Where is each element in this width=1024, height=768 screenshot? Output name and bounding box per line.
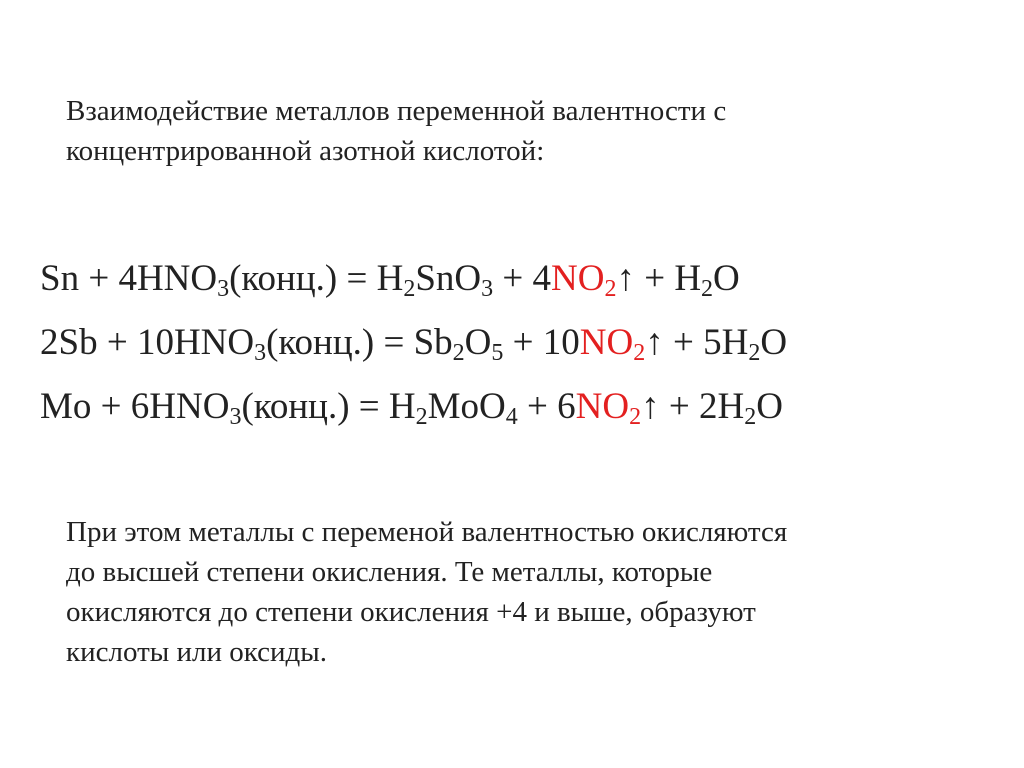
- eq-acid: + 6HNO: [91, 386, 230, 427]
- eq-water: + 2H: [659, 386, 745, 427]
- eq-metal: Sn: [40, 258, 80, 299]
- paragraph-line: окисляются до степени окисления +4 и выше, образуют: [66, 596, 756, 628]
- paragraph-line: кислоты или оксиды.: [66, 636, 327, 668]
- eq-water: + H: [634, 258, 702, 299]
- paragraph-line: до высшей степени окисления. Те металлы, которые: [66, 556, 713, 588]
- eq-product-sub: 4: [505, 404, 518, 430]
- equation-mo: [40, 380, 1000, 444]
- eq-product-sub: 2: [403, 276, 416, 302]
- equations-block: [40, 252, 1000, 444]
- eq-water-sub: 2: [748, 340, 761, 366]
- eq-water-end: O: [760, 322, 788, 363]
- eq-product-part: Sb: [413, 322, 453, 363]
- eq-acid-sub: 3: [254, 340, 267, 366]
- eq-water-end: O: [713, 258, 740, 299]
- eq-acid: + 10HNO: [97, 322, 255, 363]
- eq-no2: NO: [551, 258, 605, 299]
- gas-arrow-icon: ↑: [616, 258, 635, 299]
- eq-product-part: H: [376, 258, 404, 299]
- eq-acid: + 4HNO: [79, 258, 218, 299]
- gas-arrow-icon: ↑: [645, 322, 664, 363]
- eq-acid-sub: 3: [229, 404, 242, 430]
- equation-sb: [40, 316, 1000, 380]
- paragraph-line: При этом металлы с переменой валентностью окисляются: [66, 516, 788, 548]
- eq-product-part: MoO: [427, 386, 506, 427]
- eq-no2-coef: + 10: [503, 322, 580, 363]
- eq-acid-note: (конц.) =: [266, 322, 414, 363]
- equation-sn: [40, 252, 1000, 316]
- heading-line: Взаимодействие металлов переменной валентности с: [66, 95, 727, 127]
- eq-product-part: SnO: [415, 258, 482, 299]
- eq-no2-sub: 2: [633, 340, 646, 366]
- eq-water-sub: 2: [701, 276, 714, 302]
- eq-product-sub: 2: [415, 404, 428, 430]
- eq-no2-coef: + 6: [517, 386, 576, 427]
- eq-no2-coef: + 4: [493, 258, 551, 299]
- eq-metal: Mo: [40, 386, 92, 427]
- eq-water-end: O: [756, 386, 783, 427]
- eq-no2-sub: 2: [629, 404, 642, 430]
- gas-arrow-icon: ↑: [641, 386, 660, 427]
- eq-product-sub: 3: [481, 276, 494, 302]
- eq-product-sub: 5: [491, 340, 504, 366]
- eq-product-part: O: [464, 322, 492, 363]
- slide-heading: [66, 91, 966, 171]
- eq-no2-sub: 2: [604, 276, 617, 302]
- eq-product-part: H: [388, 386, 416, 427]
- eq-no2: NO: [579, 322, 634, 363]
- explanation-paragraph: [66, 512, 966, 672]
- eq-product-sub: 2: [452, 340, 465, 366]
- heading-line: концентрированной азотной кислотой:: [66, 135, 545, 167]
- eq-water-sub: 2: [744, 404, 757, 430]
- eq-acid-sub: 3: [217, 276, 230, 302]
- eq-water: + 5H: [663, 322, 749, 363]
- eq-acid-note: (конц.) =: [241, 386, 389, 427]
- eq-metal: 2Sb: [40, 322, 98, 363]
- eq-no2: NO: [575, 386, 630, 427]
- eq-acid-note: (конц.) =: [229, 258, 377, 299]
